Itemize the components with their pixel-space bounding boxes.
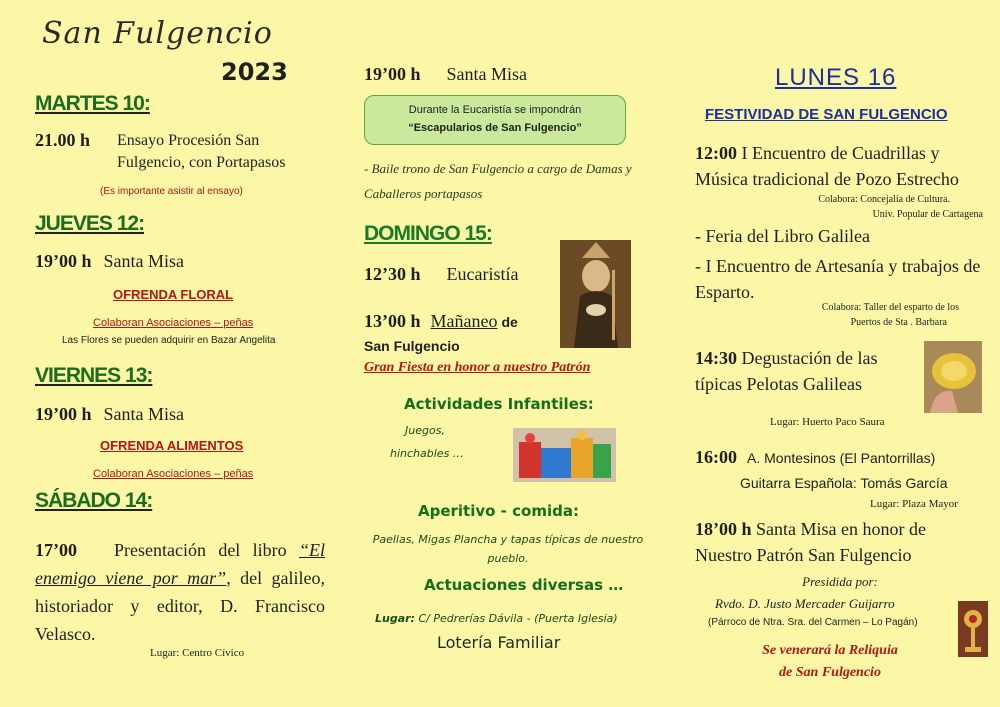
- rvdo: Rvdo. D. Justo Mercader Guijarro: [715, 596, 895, 611]
- event-time: 14:30: [695, 348, 737, 368]
- day-heading-martes: MARTES 10:: [35, 92, 150, 115]
- event-lunes-1200: [695, 140, 985, 192]
- day-heading-lunes: LUNES 16: [775, 64, 897, 91]
- event-text: Eucaristía: [446, 264, 519, 284]
- lugar-label: Lugar:: [375, 612, 415, 625]
- event-time: 19’00 h: [35, 404, 92, 424]
- event-jueves: [35, 251, 184, 272]
- event-text-underlined: Mañaneo: [430, 311, 498, 331]
- domingo-lugar: [375, 612, 618, 625]
- reliquia-icon: [958, 601, 988, 657]
- event-col2-misa: [364, 64, 527, 85]
- event-text-cont: , del galileo, historiador y editor, D. Francisco Velasco.: [35, 568, 325, 644]
- event-time: 17’00: [35, 540, 77, 560]
- program-title: San Fulgencio: [42, 16, 273, 51]
- event-viernes: [35, 404, 184, 425]
- lugar-huerto: Lugar: Huerto Paco Saura: [770, 416, 885, 428]
- hinchables: hinchables …: [390, 447, 464, 460]
- event-text: I Encuentro de Cuadrillas y Música tradicional de Pozo Estrecho: [695, 143, 959, 189]
- bouncy-castle-image: [513, 428, 616, 482]
- sabado-lugar: Lugar: Centro Cívico: [150, 647, 245, 659]
- event-text: A. Montesinos (El Pantorrillas): [747, 450, 936, 466]
- event-domingo-2: [364, 311, 518, 332]
- box-line-1: Durante la Eucaristía se impondrán: [408, 104, 582, 116]
- event-time: 16:00: [695, 447, 737, 467]
- saint-statue-icon: [560, 240, 631, 348]
- actividades-infantiles: Actividades Infantiles:: [404, 395, 594, 413]
- actuaciones: Actuaciones diversas …: [424, 576, 624, 594]
- reliquia-image: [958, 601, 988, 657]
- ofrenda-alimentos: OFRENDA ALIMENTOS: [100, 438, 244, 453]
- event-time: 18’00 h: [695, 519, 752, 539]
- event-lunes-1600: [695, 447, 935, 468]
- day-heading-domingo: DOMINGO 15:: [364, 222, 492, 245]
- lugar-plaza: Lugar: Plaza Mayor: [870, 498, 958, 510]
- colaboran-viernes: Colaboran Asociaciones – peñas: [93, 468, 254, 480]
- reliquia-line-2: de San Fulgencio: [779, 665, 881, 680]
- ofrenda-floral: OFRENDA FLORAL: [113, 287, 234, 302]
- event-time: 12:00: [695, 143, 737, 163]
- escapularios-box: [364, 95, 626, 145]
- festividad-heading: FESTIVIDAD DE SAN FULGENCIO: [705, 106, 948, 123]
- event-domingo-1: [364, 264, 518, 285]
- colabora-puertos: Puertos de Sta . Barbara: [850, 317, 947, 328]
- colabora-cultura: Colabora: Concejalía de Cultura.: [818, 194, 950, 205]
- event-text: Degustación de las típicas Pelotas Galileas: [695, 348, 878, 394]
- gran-fiesta: Gran Fiesta en honor a nuestro Patrón: [364, 360, 591, 375]
- colabora-universidad: Univ. Popular de Cartagena: [872, 209, 983, 220]
- event-time: 12’30 h: [364, 264, 421, 284]
- event-martes: [35, 130, 325, 174]
- juegos: Juegos,: [405, 424, 445, 437]
- book-title: “El enemigo viene por mar”: [35, 540, 326, 588]
- day-heading-viernes: VIERNES 13:: [35, 364, 153, 387]
- event-text: Presentación del libro: [114, 540, 287, 560]
- event-sabado: [35, 536, 325, 648]
- aperitivo-comida: Aperitivo - comida:: [418, 502, 579, 520]
- day-heading-sabado: SÁBADO 14:: [35, 489, 153, 512]
- event-time: 21.00 h: [35, 130, 91, 150]
- event-text-cont: San Fulgencio: [364, 338, 460, 354]
- event-text: Santa Misa: [103, 404, 185, 424]
- parroco: (Párroco de Ntra. Sra. del Carmen – Lo Pagán): [708, 617, 918, 628]
- martes-note: (Es importante asistir al ensayo): [100, 186, 243, 197]
- lugar-value: C/ Pedrerías Dávila - (Puerta Iglesia): [418, 612, 618, 625]
- paellas: Paellas, Migas Plancha y tapas típicas de nuestro pueblo.: [372, 533, 644, 565]
- colaboran-jueves: Colaboran Asociaciones – peñas: [93, 317, 254, 329]
- bouncy-castle-icon: [513, 428, 616, 482]
- event-text: Santa Misa: [446, 64, 528, 84]
- encuentro-artesania: - I Encuentro de Artesanía y trabajos de Esparto.: [695, 256, 981, 302]
- loteria-familiar: Lotería Familiar: [437, 633, 561, 652]
- baile-trono: - Baile trono de San Fulgencio a cargo de Damas y Caballeros portapasos: [364, 161, 632, 201]
- event-time: 19’00 h: [35, 251, 92, 271]
- pelotas-icon: [924, 341, 982, 413]
- event-time: 19’00 h: [364, 64, 421, 84]
- pelotas-image: [924, 341, 982, 413]
- day-heading-jueves: JUEVES 12:: [35, 212, 145, 235]
- box-line-2: “Escapularios de San Fulgencio”: [408, 122, 582, 134]
- feria-libro: - Feria del Libro Galilea: [695, 226, 870, 246]
- reliquia-line-1: Se venerará la Reliquia: [762, 643, 898, 658]
- event-lunes-1430: [695, 345, 920, 397]
- guitarra: Guitarra Española: Tomás García: [740, 475, 948, 491]
- presidida: Presidida por:: [802, 574, 878, 589]
- flores-note: Las Flores se pueden adquirir en Bazar Angelita: [62, 335, 276, 346]
- reliquia-note: [705, 640, 955, 684]
- event-text: Ensayo Procesión San Fulgencio, con Portapasos: [117, 132, 286, 171]
- event-text: Santa Misa: [103, 251, 185, 271]
- event-lunes-1800: [695, 516, 985, 568]
- event-text: Santa Misa en honor de Nuestro Patrón San Fulgencio: [695, 519, 926, 565]
- colabora-esparto: Colabora: Taller del esparto de los: [821, 302, 959, 313]
- program-year: 2023: [221, 58, 288, 86]
- event-time: 13’00 h: [364, 311, 421, 331]
- saint-statue-image: [560, 240, 631, 348]
- event-text: de: [501, 314, 518, 330]
